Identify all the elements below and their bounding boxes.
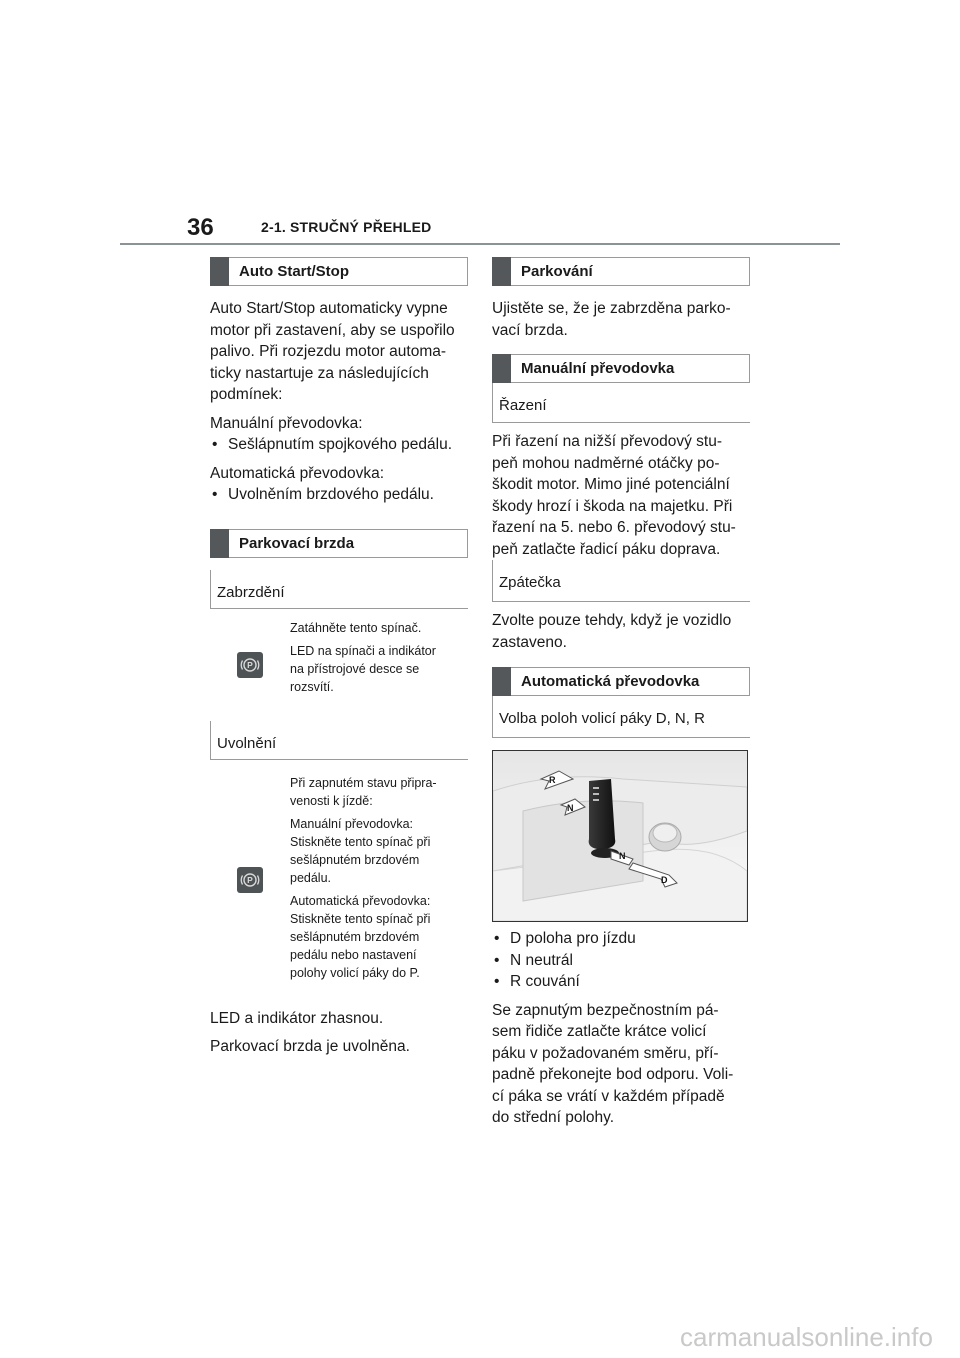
release-row (210, 760, 468, 1000)
label-d: D (661, 875, 668, 885)
text-line: venosti k jízdě: (290, 793, 373, 808)
section-heading-auto-start-stop: Auto Start/Stop (210, 257, 468, 286)
text-line: Zvolte pouze tehdy, když je vozidlo (492, 612, 732, 629)
section-heading-automatic: Automatická převodovka (492, 667, 750, 696)
text-line: škodit motor. Mimo jiné potenciální (492, 476, 730, 493)
text-line: sešlápnutém brzdovém (290, 929, 420, 944)
subheading-release: Uvolnění (210, 721, 468, 760)
text-line: na přístrojové desce se (290, 661, 420, 676)
apply-led-text (290, 642, 468, 696)
text-line: peň zatlačte řadicí páku doprava. (492, 540, 721, 558)
svg-text:P: P (247, 874, 253, 885)
label-n-bottom: N (619, 851, 626, 861)
chapter-title: 2-1. STRUČNÝ PŘEHLED (261, 219, 432, 235)
release-manual (290, 815, 468, 887)
text-line: polohy volicí páky do P. (290, 965, 420, 980)
text-cell (290, 760, 468, 1000)
text-line: Stiskněte tento spínač při (290, 911, 431, 926)
text-cell (290, 609, 468, 721)
left-column (210, 257, 468, 1058)
label-r: R (549, 775, 556, 785)
page-number: 36 (187, 214, 214, 241)
svg-text:P: P (247, 659, 253, 670)
paragraph: LED a indikátor zhasnou. (210, 1009, 384, 1027)
text-line: palivo. Při rozjezdu motor automa- (210, 343, 447, 360)
text-line: vací brzda. (492, 321, 568, 339)
paragraph (210, 298, 468, 406)
text-line: Se zapnutým bezpečnostním pá- (492, 1001, 719, 1019)
gear-selector-illustration (493, 751, 747, 921)
text-line: podmínek: (210, 386, 283, 403)
text-line: škody hrozí i škoda na majetku. Při (492, 497, 733, 515)
list-item: • N neutrál (492, 950, 750, 972)
section-heading-manual: Manuální převodovka (492, 354, 750, 383)
text-line: rozsvítí. (290, 679, 334, 694)
text-line: sešlápnutém brzdovém (290, 852, 420, 867)
section-heading-parking: Parkování (492, 257, 750, 286)
text-line: Při zapnutém stavu připra- (290, 775, 437, 790)
paragraph (492, 1000, 750, 1129)
subheading-shifting: Řazení (492, 383, 750, 423)
subheading-reverse: Zpátečka (492, 560, 750, 602)
text-line: do střední polohy. (492, 1109, 615, 1126)
parking-brake-icon (237, 867, 263, 893)
text-line: zastaveno. (492, 633, 567, 651)
apply-row (210, 609, 468, 721)
text-line: motor při zastavení, aby se uspořilo (210, 321, 455, 339)
text-line: Manuální převodovka: (290, 816, 413, 831)
paragraph: Parkovací brzda je uvolněna. (210, 1038, 410, 1055)
text-line: peň mohou nadměrné otáčky po- (492, 454, 720, 472)
paragraph (492, 610, 750, 653)
paragraph (492, 298, 750, 341)
manual-label: Manuální převodovka: (210, 414, 363, 432)
gear-selector-figure (492, 750, 748, 922)
release-condition (290, 774, 468, 810)
text-line: sem řidiče zatlačte krátce volicí (492, 1023, 707, 1040)
text-line: cí páka se vrátí v každém případě (492, 1087, 725, 1105)
icon-cell (210, 760, 290, 1000)
watermark[interactable]: carmanualsonline.info (680, 1322, 933, 1352)
list-item: • D poloha pro jízdu (492, 928, 750, 950)
text-line: Stiskněte tento spínač při (290, 834, 431, 849)
release-automatic (290, 892, 468, 982)
label-n-top: N (567, 803, 574, 813)
paragraph (492, 431, 750, 560)
apply-instruction: Zatáhněte tento spínač. (290, 620, 422, 635)
parking-brake-icon (237, 652, 263, 678)
text-line: padně překonejte bod odporu. Voli- (492, 1066, 734, 1083)
list-item: • Uvolněním brzdového pedálu. (210, 484, 468, 506)
text-line: LED na spínači a indikátor (290, 643, 436, 658)
subheading-apply: Zabrzdění (210, 570, 468, 609)
text-line: Auto Start/Stop automaticky vypne (210, 300, 448, 317)
text-line: řazení na 5. nebo 6. převodový stu- (492, 519, 736, 536)
text-line: Ujistěte se, že je zabrzděna parko- (492, 300, 731, 317)
subheading-selector: Volba poloh volicí páky D, N, R (492, 696, 750, 738)
header-rule (120, 243, 840, 245)
list-item: • R couvání (492, 971, 750, 993)
text-line: Automatická převodovka: (290, 893, 431, 908)
text-line: pedálu nebo nastavení (290, 947, 417, 962)
text-line: páku v požadovaném směru, pří- (492, 1044, 719, 1062)
list-item: • Sešlápnutím spojkového pedálu. (210, 434, 468, 456)
right-column (492, 257, 750, 1129)
section-heading-parking-brake: Parkovací brzda (210, 529, 468, 558)
icon-cell (210, 609, 290, 721)
automatic-label: Automatická převodovka: (210, 464, 385, 482)
text-line: Při řazení na nižší převodový stu- (492, 433, 723, 450)
text-line: ticky nastartuje za následujících (210, 364, 429, 382)
text-line: pedálu. (290, 870, 332, 885)
